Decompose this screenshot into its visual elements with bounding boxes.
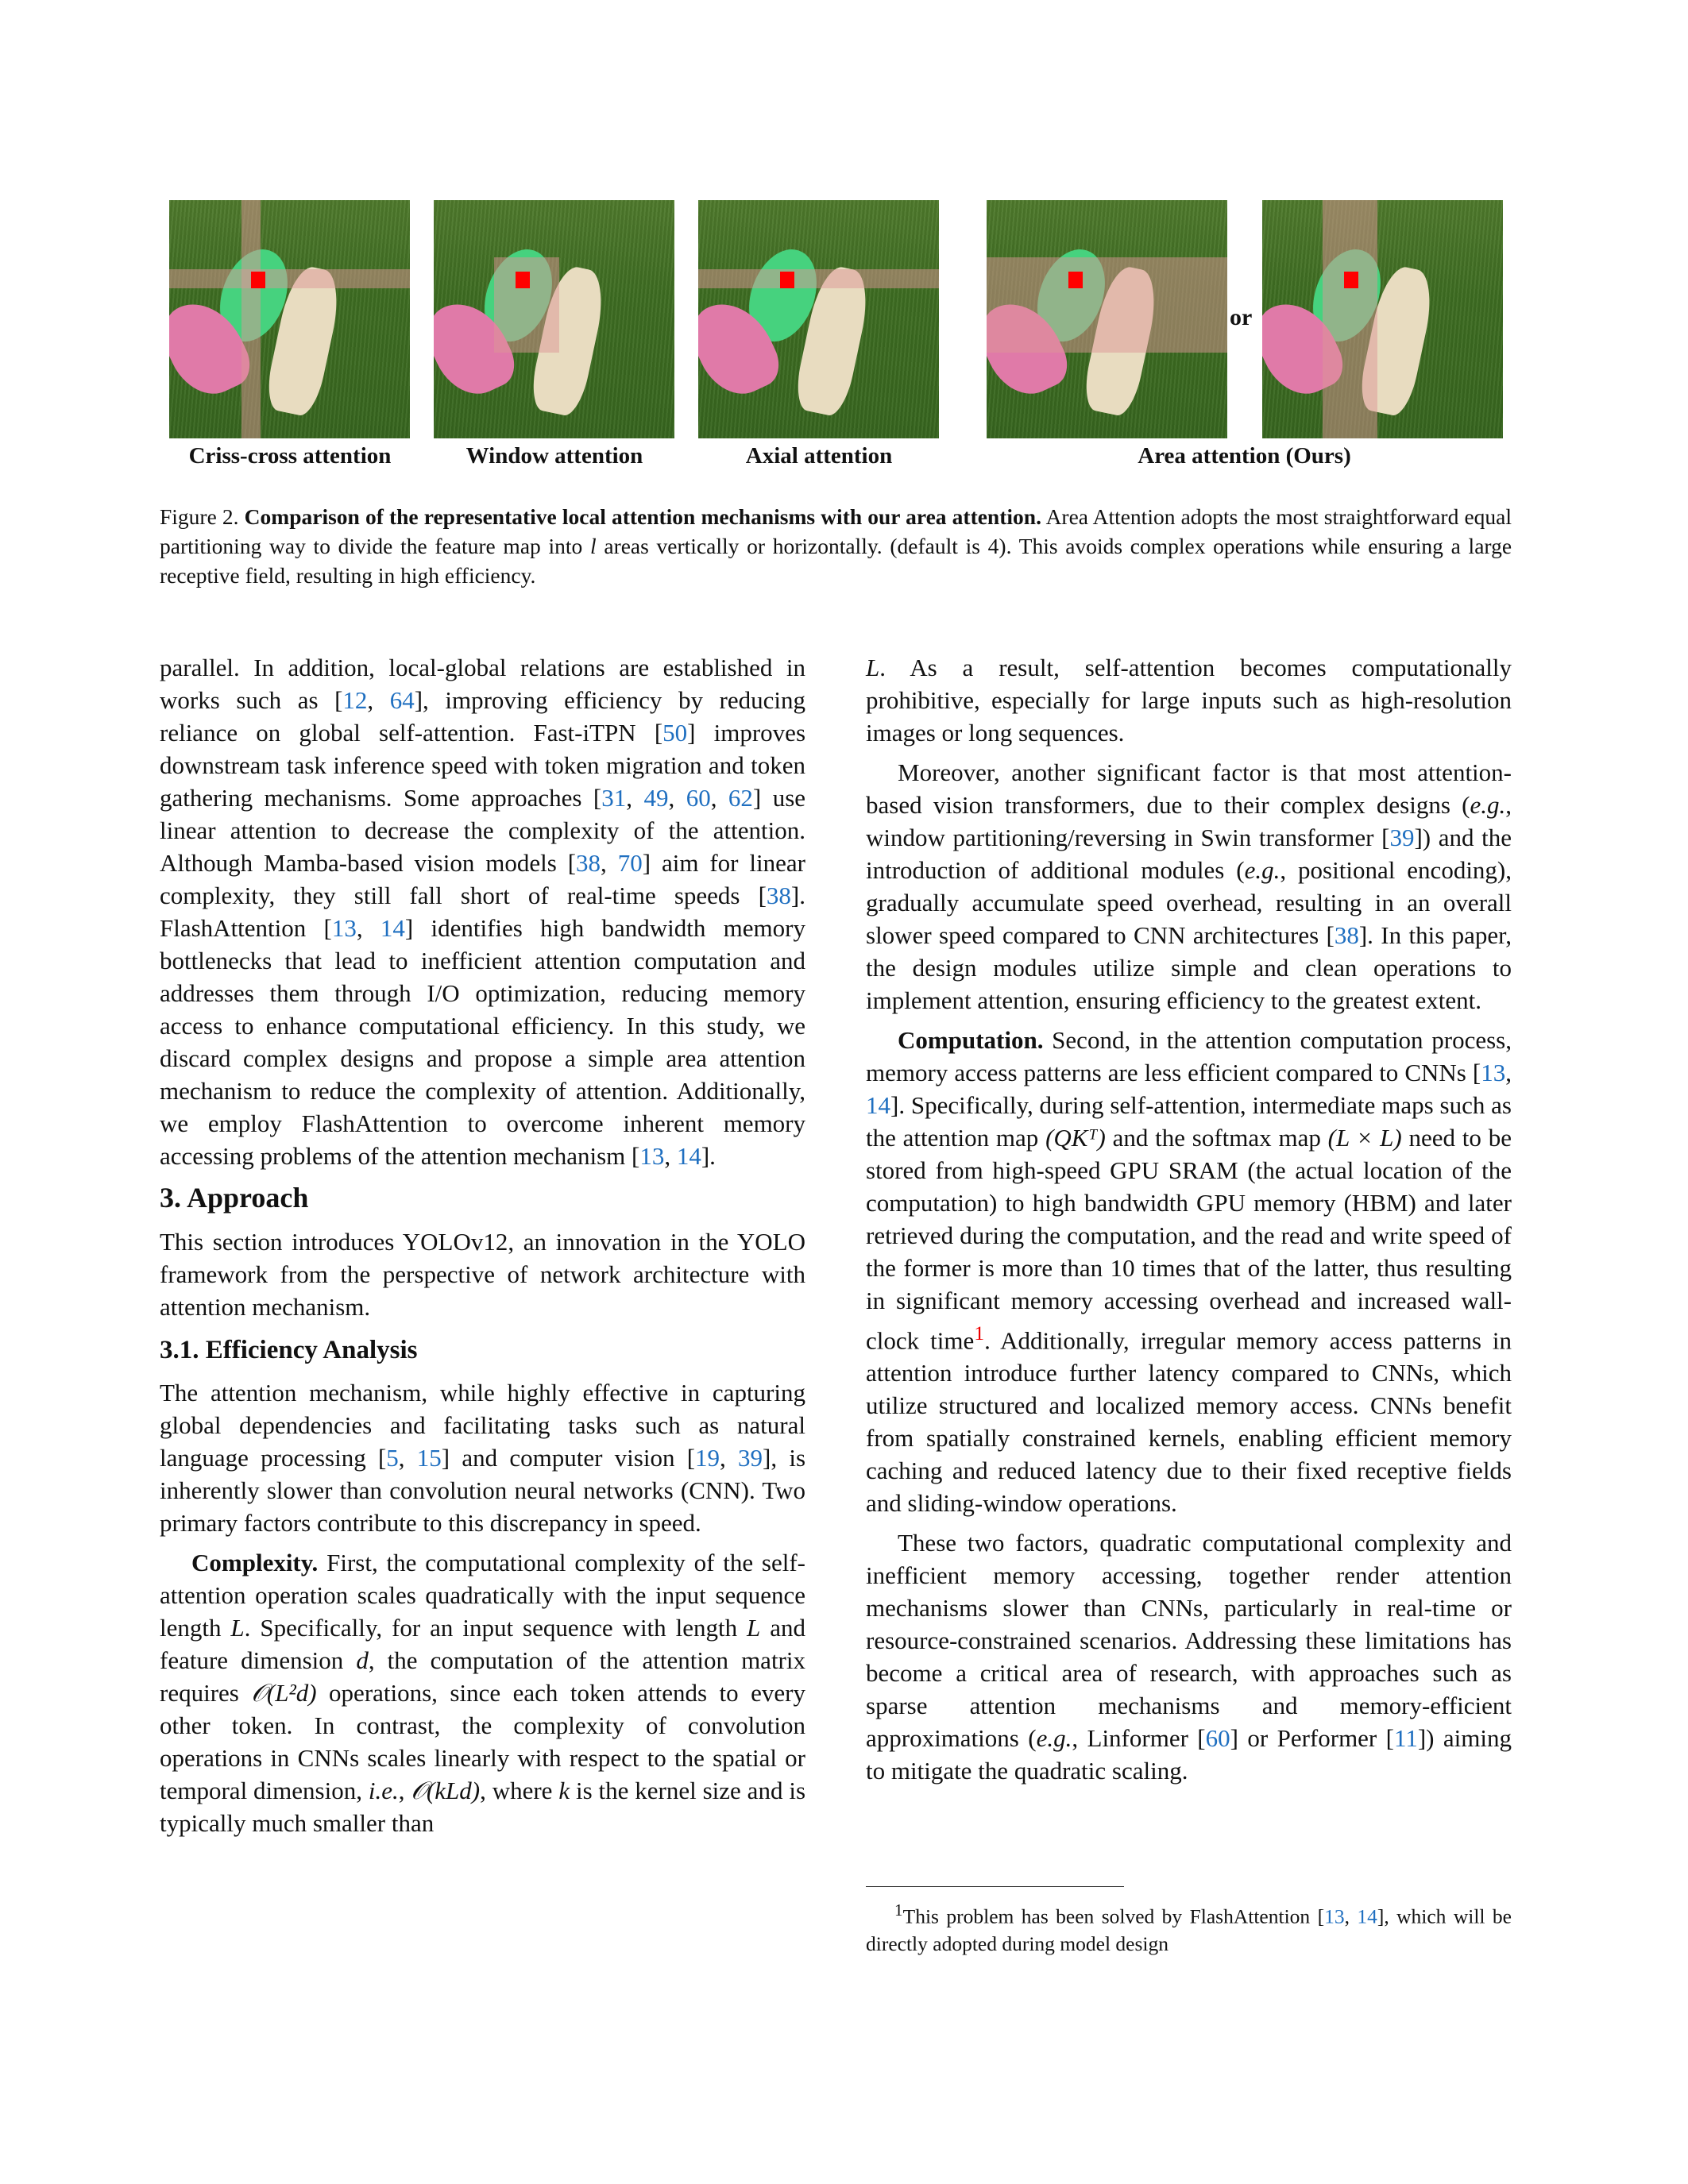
paragraph bbox=[866, 1526, 1512, 1787]
paragraph-heading: Complexity. bbox=[191, 1549, 319, 1576]
caption-title: Comparison of the representative local attention mechanisms with our area attention. bbox=[244, 504, 1041, 529]
text-run: 3.1. Efficiency Analysis bbox=[160, 1336, 418, 1364]
panel-label: Area attention (Ours) bbox=[1138, 443, 1351, 469]
citation-link[interactable]: 15 bbox=[416, 1444, 442, 1472]
query-token bbox=[780, 272, 794, 288]
text-run: 3. Approach bbox=[160, 1182, 309, 1214]
query-token bbox=[516, 272, 530, 288]
math-expression: (QKᵀ) bbox=[1045, 1124, 1106, 1152]
vertical-attention-band bbox=[241, 200, 261, 438]
paragraph bbox=[160, 1376, 805, 1539]
text-run: ] and computer vision [ bbox=[441, 1444, 696, 1472]
text-run: is the kernel size and is typically much smaller than bbox=[160, 1777, 806, 1837]
text-run: , the computation of the attention matrix requires bbox=[160, 1646, 805, 1707]
paragraph bbox=[866, 651, 1512, 749]
text-run: , bbox=[664, 1142, 677, 1170]
citation-link[interactable]: 64 bbox=[389, 686, 415, 714]
citation-link[interactable]: 39 bbox=[738, 1444, 763, 1472]
text-run: , bbox=[720, 1444, 739, 1472]
caption-var: l bbox=[590, 534, 597, 558]
citation-link[interactable]: 50 bbox=[662, 719, 688, 747]
text-run: ] improves downstream task inference speed with token migration and token gathering mechanisms. Some approaches [ bbox=[160, 719, 806, 812]
text-run: The attention mechanism, while highly effective in capturing global dependencies and facilitating tasks such as natural language processing [ bbox=[160, 1379, 805, 1472]
area-horizontal-image bbox=[987, 200, 1227, 438]
text-run: ], is inherently slower than convolution neural networks (CNN). Two primary factors contribute to this discrepancy in speed. bbox=[160, 1444, 806, 1537]
citation-link[interactable]: 19 bbox=[695, 1444, 720, 1472]
text-run: ]. Specifically, during self-attention, intermediate maps such as the attention map bbox=[866, 1091, 1512, 1152]
text-run: and the softmax map bbox=[1105, 1124, 1328, 1152]
text-run: , bbox=[1344, 1904, 1358, 1928]
text-run: ]) and the introduction of additional modules ( bbox=[866, 824, 1512, 884]
right-column bbox=[866, 651, 1512, 1794]
text-run: ] identifies high bandwidth memory bottlenecks that lead to inefficient attention computation and addresses them through I/O optimization, reducing memory access to enhance computational efficiency. In this study, we discard complex designs and propose a simple area attention mechanism to reduce the complexity of attention. Additionally, we employ FlashAttention to overcome inherent memory accessing problems of the attention mechanism [ bbox=[160, 914, 805, 1170]
citation-link[interactable]: 70 bbox=[617, 849, 643, 877]
window-image bbox=[434, 200, 674, 438]
paragraph bbox=[160, 1546, 805, 1839]
citation-link[interactable]: 12 bbox=[342, 686, 368, 714]
text-run: ] use linear attention to decrease the complexity of the attention. Although Mamba-based vision models [ bbox=[160, 784, 806, 877]
text-run: First, the computational complexity of the self-attention operation scales quadratically with the input sequence length bbox=[160, 1549, 805, 1642]
text-run: ]. bbox=[701, 1142, 716, 1170]
italic-text: e.g. bbox=[1244, 856, 1280, 884]
text-run: , bbox=[710, 784, 728, 812]
citation-link[interactable]: 49 bbox=[643, 784, 669, 812]
citation-link[interactable]: 31 bbox=[601, 784, 627, 812]
text-run: ]) aiming to mitigate the quadratic scaling. bbox=[866, 1724, 1512, 1785]
text-run: ], which will be directly adopted during model design bbox=[866, 1904, 1512, 1955]
citation-link[interactable]: 13 bbox=[1481, 1059, 1506, 1086]
caption-text: Area Attention adopts the most straightforward equal partitioning way to divide the feature map into bbox=[160, 504, 1512, 558]
math-expression: L bbox=[866, 654, 880, 681]
text-run: , bbox=[668, 784, 686, 812]
caption-prefix: Figure 2. bbox=[160, 504, 239, 529]
text-run: , bbox=[601, 849, 618, 877]
text-run: This problem has been solved by FlashAttention [ bbox=[902, 1904, 1325, 1928]
text-run: , bbox=[626, 784, 644, 812]
query-token bbox=[1344, 272, 1358, 288]
text-run: Moreover, another significant factor is that most attention-based vision transformers, due to their complex designs ( bbox=[866, 758, 1512, 819]
citation-link[interactable]: 60 bbox=[686, 784, 711, 812]
text-run: , bbox=[356, 914, 380, 942]
vertical-area-band bbox=[1323, 200, 1378, 438]
query-token bbox=[1068, 272, 1083, 288]
left-column bbox=[160, 651, 805, 1846]
citation-link[interactable]: 38 bbox=[576, 849, 601, 877]
text-run: , bbox=[1505, 1059, 1512, 1086]
text-run: ]. FlashAttention [ bbox=[160, 882, 805, 942]
text-run: This section introduces YOLOv12, an innovation in the YOLO framework from the perspective of network architecture with attention mechanism. bbox=[160, 1228, 805, 1321]
or-label: or bbox=[1230, 304, 1253, 330]
math-expression: L bbox=[747, 1614, 761, 1642]
horizontal-attention-band bbox=[698, 269, 939, 288]
citation-link[interactable]: 13 bbox=[1324, 1904, 1345, 1928]
text-run: . Specifically, for an input sequence with length bbox=[244, 1614, 747, 1642]
text-run: and feature dimension bbox=[160, 1614, 805, 1674]
paragraph-heading: Computation. bbox=[898, 1026, 1044, 1054]
text-run: , bbox=[367, 686, 390, 714]
footnote bbox=[866, 1897, 1512, 1958]
citation-link[interactable]: 13 bbox=[331, 914, 357, 942]
footnote-marker[interactable]: 1 bbox=[974, 1322, 985, 1345]
citation-link[interactable]: 62 bbox=[728, 784, 753, 812]
italic-text: e.g. bbox=[1036, 1724, 1072, 1753]
citation-link[interactable]: 5 bbox=[386, 1444, 399, 1472]
text-run: , window partitioning/reversing in Swin transformer [ bbox=[866, 791, 1512, 851]
text-run: ]. In this paper, the design modules utilize simple and clean operations to implement attention, ensuring efficiency to the greatest extent. bbox=[866, 921, 1512, 1014]
text-run: These two factors, quadratic computational complexity and inefficient memory accessing, together render attention mechanisms slower than CNNs, particularly in real-time or resource-constrained scenarios. Addressing these limitations has become a critical area of research, with approaches such as sparse attention mechanisms and memory-efficient approximations ( bbox=[866, 1529, 1512, 1753]
section-heading bbox=[160, 1182, 805, 1214]
text-run: need to be stored from high-speed GPU SRAM (the actual location of the computation) to high bandwidth GPU memory (HBM) and later retrieved during the computation, and the read and write speed of the former is more than 10 times that of the latter, thus resulting in significant memory accessing overhead and increased wall-clock time bbox=[866, 1124, 1512, 1355]
text-run: ], improving efficiency by reducing reliance on global self-attention. Fast-iTPN [ bbox=[160, 686, 805, 747]
axial-image bbox=[698, 200, 939, 438]
citation-link[interactable]: 14 bbox=[1357, 1904, 1377, 1928]
italic-text: i.e. bbox=[368, 1777, 399, 1804]
citation-link[interactable]: 11 bbox=[1394, 1724, 1418, 1753]
citation-link[interactable]: 13 bbox=[639, 1142, 665, 1170]
area-vertical-image bbox=[1262, 200, 1503, 438]
citation-link[interactable]: 14 bbox=[676, 1142, 701, 1170]
text-run: parallel. In addition, local-global relations are established in works such as [ bbox=[160, 654, 805, 714]
citation-link[interactable]: 14 bbox=[866, 1091, 890, 1119]
horizontal-area-band bbox=[987, 257, 1227, 353]
horizontal-attention-band bbox=[169, 269, 410, 288]
citation-link[interactable]: 14 bbox=[380, 914, 405, 942]
text-run: operations, since each token attends to every other token. In contrast, the complexity of convolution operations in CNNs scales linearly with respect to the spatial or temporal dimension, bbox=[160, 1679, 805, 1804]
text-run: , bbox=[398, 1777, 411, 1804]
panel-label: Criss-cross attention bbox=[188, 443, 392, 469]
paragraph bbox=[160, 651, 805, 1172]
citation-link[interactable]: 38 bbox=[766, 882, 791, 909]
math-expression: 𝒪(L²d) bbox=[251, 1679, 317, 1707]
query-token bbox=[251, 272, 265, 288]
citation-link[interactable]: 60 bbox=[1205, 1724, 1230, 1753]
citation-link[interactable]: 38 bbox=[1334, 921, 1359, 949]
math-expression: d bbox=[356, 1646, 369, 1674]
text-run: Second, in the attention computation process, memory access patterns are less efficient compared to CNNs [ bbox=[866, 1026, 1512, 1086]
figure-caption bbox=[160, 502, 1512, 590]
text-run: ] aim for linear complexity, they still fall short of real-time speeds [ bbox=[160, 849, 805, 909]
text-run: ] or Performer [ bbox=[1230, 1724, 1394, 1753]
panel-label: Axial attention bbox=[745, 443, 893, 469]
text-run: , Linformer [ bbox=[1072, 1724, 1206, 1753]
citation-link[interactable]: 39 bbox=[1389, 824, 1415, 851]
text-run: , positional encoding), gradually accumulate speed overhead, resulting in an overall slower speed compared to CNN architectures [ bbox=[866, 856, 1512, 949]
footnote-number: 1 bbox=[894, 1900, 903, 1920]
math-expression: 𝒪(kLd) bbox=[411, 1777, 481, 1804]
footnote-divider bbox=[866, 1886, 1124, 1887]
criss-cross-image bbox=[169, 200, 410, 438]
math-expression: L bbox=[230, 1614, 245, 1642]
paragraph bbox=[866, 756, 1512, 1017]
text-run: . Additionally, irregular memory access patterns in attention introduce further latency compared to CNNs, which utilize structured and localized memory access. CNNs benefit from spatially constrained kernels, enabling efficient memory caching and reduced latency due to their fixed receptive fields and sliding-window operations. bbox=[866, 1326, 1512, 1518]
panel-label: Window attention bbox=[465, 443, 643, 469]
math-expression: k bbox=[558, 1777, 570, 1804]
text-run: . As a result, self-attention becomes computationally prohibitive, especially for large inputs such as high-resolution images or long sequences. bbox=[866, 654, 1512, 747]
subsection-heading bbox=[160, 1334, 805, 1367]
paragraph bbox=[866, 1024, 1512, 1519]
caption-text: areas vertically or horizontally. (default is 4). This avoids complex operations while ensuring a large receptive field, resulting in high efficiency. bbox=[160, 534, 1512, 588]
text-run: , where bbox=[480, 1777, 559, 1804]
math-expression: (L × L) bbox=[1327, 1124, 1402, 1152]
text-run: , bbox=[398, 1444, 417, 1472]
italic-text: e.g. bbox=[1470, 791, 1506, 819]
paragraph bbox=[160, 1225, 805, 1323]
